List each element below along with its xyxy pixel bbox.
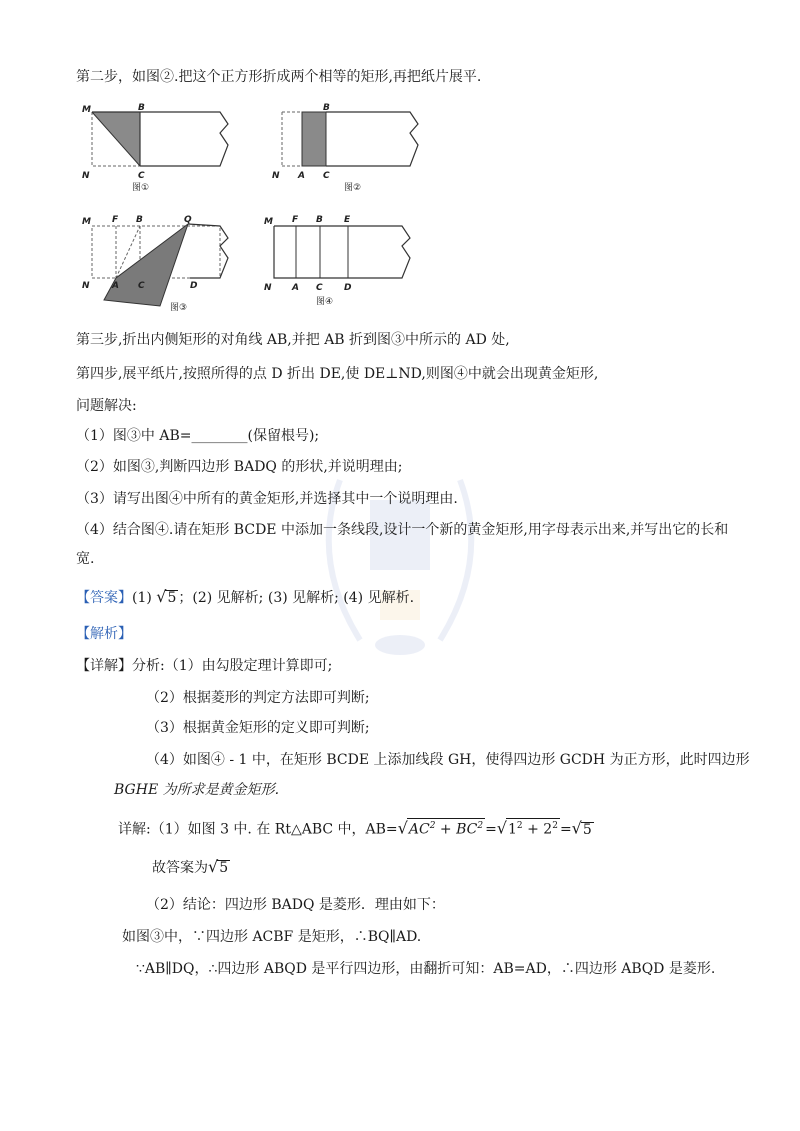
fig2-label-N: N bbox=[272, 171, 280, 181]
therefore-sqrt-value: 5 bbox=[219, 860, 229, 876]
solve-mid: = bbox=[485, 821, 497, 838]
question-3: （3）请写出图④中所有的黄金矩形,并选择其中一个说明理由. bbox=[76, 491, 458, 507]
sqrt-symbol: √ bbox=[208, 857, 219, 876]
detail-intro-line bbox=[76, 657, 332, 675]
detail-p4-line2: BGHE 为所求是黄金矩形. bbox=[114, 782, 280, 798]
detail-solve-line bbox=[118, 818, 594, 839]
sqrt-symbol: √ bbox=[496, 818, 507, 838]
fig1-label-N: N bbox=[82, 171, 90, 181]
fig4-label-M: M bbox=[264, 217, 273, 227]
watermark-logo bbox=[300, 440, 500, 690]
solve-end: = bbox=[559, 821, 572, 838]
question-2: （2）如图③,判断四边形 BADQ 的形状,并说明理由; bbox=[76, 459, 403, 475]
step3-text: 第三步,折出内侧矩形的对角线 AB,并把 AB 折到图③中所示的 AD 处, bbox=[76, 332, 510, 348]
problem-heading: 问题解决: bbox=[76, 398, 137, 414]
fig3-label-N: N bbox=[82, 281, 90, 291]
therefore-text: 故答案为 bbox=[152, 860, 208, 876]
fig4-label-E: E bbox=[344, 215, 351, 225]
sqrt-ac-bc: $AC^2 + BC^2$ bbox=[407, 818, 485, 838]
fig1-label-M: M bbox=[82, 105, 91, 115]
fig1-label-B: B bbox=[138, 103, 145, 113]
fig1-label-C: C bbox=[138, 171, 145, 181]
reason-2: ∵AB∥DQ，∴四边形 ABQD 是平行四边形，由翻折可知：AB=AD，∴四边形 ABQD 是菱形. bbox=[136, 961, 716, 977]
question-4-line1: （4）结合图④.请在矩形 BCDE 中添加一条线段,设计一个新的黄金矩形,用字母表示出来,并写出它的长和 bbox=[76, 522, 729, 538]
fig4-label-C: C bbox=[316, 283, 323, 293]
fig4-label-B: B bbox=[316, 215, 323, 225]
answer-tag: 【答案】 bbox=[76, 590, 132, 606]
sqrt-symbol: √ bbox=[397, 818, 408, 838]
solve-sqrt-value: 5 bbox=[582, 821, 592, 838]
detail-p2: （2）根据菱形的判定方法即可判断; bbox=[146, 690, 370, 706]
fig4-label-D: D bbox=[344, 283, 352, 293]
question-1: （1）图③中 AB=________(保留根号); bbox=[76, 428, 320, 444]
fig4-label-N: N bbox=[264, 283, 272, 293]
fig4-label-A: A bbox=[292, 283, 299, 293]
fig3-label-Q: Q bbox=[184, 215, 192, 225]
fig2-label-A: A bbox=[298, 171, 305, 181]
fig3-label-B: B bbox=[136, 215, 143, 225]
answer-rest: ；(2) 见解析; (3) 见解析; (4) 见解析. bbox=[178, 590, 415, 606]
detail-intro: 分析:（1）由勾股定理计算即可; bbox=[132, 658, 333, 674]
analysis-tag: 【解析】 bbox=[76, 626, 132, 642]
fig3-label-M: M bbox=[82, 217, 91, 227]
figure-4 bbox=[260, 210, 430, 310]
fig3-label-F: F bbox=[112, 215, 119, 225]
answer-line bbox=[76, 588, 414, 607]
fig2-caption: 图② bbox=[344, 183, 362, 193]
question-4-line2: 宽. bbox=[76, 551, 95, 567]
detail-p4-line1: （4）如图④ - 1 中，在矩形 BCDE 上添加线段 GH，使得四边形 GCDH 为正方形，此时四边形 bbox=[146, 752, 750, 768]
fig2-label-C: C bbox=[323, 171, 330, 181]
detail-tag: 【详解】 bbox=[76, 658, 132, 674]
fig1-caption: 图① bbox=[132, 183, 150, 193]
answer-part1-prefix: (1) bbox=[132, 590, 157, 606]
fig2-label-B: B bbox=[323, 103, 330, 113]
sqrt-1-2: $1^2 + 2^2$ bbox=[506, 818, 560, 838]
fig4-caption: 图④ bbox=[316, 297, 334, 307]
figure-1 bbox=[78, 100, 238, 195]
fig3-label-D: D bbox=[190, 281, 198, 291]
detail-p3: （3）根据黄金矩形的定义即可判断; bbox=[146, 720, 370, 736]
fig3-label-C: C bbox=[138, 281, 145, 291]
therefore-line bbox=[152, 858, 230, 877]
sqrt-symbol: √ bbox=[156, 587, 167, 606]
step2-text: 第二步，如图②.把这个正方形折成两个相等的矩形,再把纸片展平. bbox=[76, 69, 482, 85]
fig3-caption: 图③ bbox=[170, 303, 188, 313]
reason-1: 如图③中，∵四边形 ACBF 是矩形，∴BQ∥AD. bbox=[122, 929, 422, 945]
solve-prefix: 详解:（1）如图 3 中. 在 Rt△ABC 中，AB= bbox=[118, 821, 398, 838]
conclusion: （2）结论：四边形 BADQ 是菱形．理由如下： bbox=[146, 897, 445, 913]
figure-2 bbox=[268, 100, 428, 195]
figure-3 bbox=[78, 210, 248, 315]
fig3-label-A: A bbox=[112, 281, 119, 291]
answer-sqrt-value: 5 bbox=[167, 590, 177, 606]
step4-text: 第四步,展平纸片,按照所得的点 D 折出 DE,使 DE⊥ND,则图④中就会出现黄金矩形, bbox=[76, 366, 599, 382]
fig4-label-F: F bbox=[292, 215, 299, 225]
sqrt-symbol: √ bbox=[571, 818, 582, 838]
